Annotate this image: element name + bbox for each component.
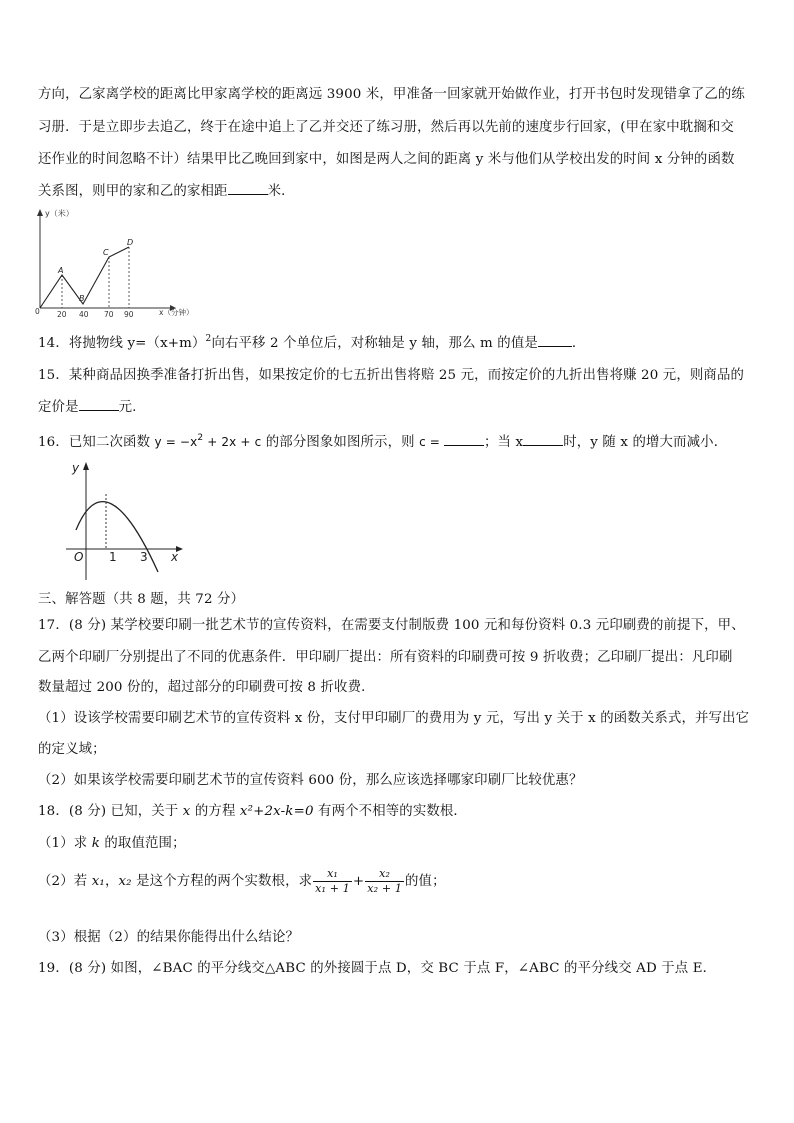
parabola-graph: [58, 458, 188, 583]
q16-text-a: 16．已知二次函数: [38, 435, 155, 450]
plus-sign: +: [352, 874, 365, 889]
q17-part1-line-2: 的定义域；: [38, 742, 106, 757]
q13-unit: 米．: [267, 184, 295, 199]
var-x: x: [182, 804, 191, 819]
q16-c-eq: c =: [419, 435, 444, 449]
q19-line-1: 19．(8 分) 如图，∠BAC 的平分线交△ABC 的外接圆于点 D，交 BC 于点 F，∠ABC 的平分线交 AD 于点 E．: [38, 961, 717, 976]
distance-time-graph: [28, 204, 218, 319]
q16-line: [38, 431, 727, 450]
answer-blank[interactable]: [228, 182, 268, 195]
q16-text-d: 时，y 随 x 的增大而减小．: [563, 435, 728, 450]
q14-text-b: 向右平移 2 个单位后，对称轴是 y 轴，那么 m 的值是: [211, 336, 538, 351]
fraction-1: $\frac{\text{x₁}}{\text{x₁ + 1}}$: [315, 867, 350, 895]
section-heading: 三、解答题（共 8 题，共 72 分）: [38, 592, 245, 607]
answer-blank-x[interactable]: [523, 433, 563, 446]
q13-line-2: 习册．于是立即步去追乙，终于在途中追上了乙并交还了练习册，然后再以先前的速度步行回家，(甲在家中耽搁和交: [38, 120, 734, 135]
x-axis-label: x（分钟）: [159, 308, 194, 317]
equation: x²+2x-k=0: [239, 804, 314, 819]
q13-line-3: 还作业的时间忽略不计）结果甲比乙晚回到家中，如图是两人之间的距离 y 米与他们从学校出发的时间 x 分钟的函数: [38, 152, 735, 167]
answer-blank[interactable]: [538, 334, 572, 347]
x-tick-20: 20: [57, 310, 67, 319]
q16-formula: $y = -x^2 + 2x + c$: [154, 433, 262, 449]
fraction-2: $\frac{\text{x₂}}{\text{x₂ + 1}}$: [367, 867, 402, 895]
q13-line-4: [38, 180, 295, 199]
q13-prompt: 关系图，则甲的家和乙的家相距: [38, 184, 228, 199]
q18-part2: （2）若 x₁，x₂ 是这个方程的两个实数根，求 $\frac{\text{x₁}}{\text{x₁ + 1}}$ + $\frac{\text{x₂}}{\text{x₂ + 1}}$ 的值；: [38, 867, 446, 895]
distance-line: [40, 247, 129, 308]
y-axis-arrow: [83, 462, 89, 470]
q17-part1-line-1: （1）设该学校需要印刷艺术节的宣传资料 x 份，支付甲印刷厂的费用为 y 元，写出 y 关于 x 的函数关系式，并写出它: [38, 711, 750, 726]
answer-blank-c[interactable]: [444, 433, 484, 446]
point-b-label: B: [79, 294, 85, 303]
tick-3-label: 3: [140, 550, 148, 564]
q14-line: [38, 332, 585, 351]
point-a-label: A: [58, 266, 64, 275]
q17-line-1: 17．(8 分) 某学校要印刷一批艺术节的宣传资料，在需要支付制版费 100 元和每份资料 0.3 元印刷费的前提下，甲、: [38, 618, 745, 633]
q13-line-1: 方向，乙家离学校的距离比甲家离学校的距离远 3900 米，甲准备一回家就开始做作业，打开书包时发现错拿了乙的练: [38, 87, 745, 102]
y-axis-label: y: [72, 461, 80, 475]
q15-unit: 元.: [118, 400, 137, 415]
q17-line-3: 数量超过 200 份的，超过部分的印刷费可按 8 折收费．: [38, 680, 375, 695]
origin-label: 0: [35, 307, 40, 316]
answer-blank[interactable]: [79, 398, 119, 411]
point-c-label: C: [103, 248, 109, 257]
q16-text-b: 的部分图象如图所示，则: [261, 435, 420, 450]
y-axis-arrow: [37, 209, 43, 216]
q18-line-1: 18．(8 分) 已知，关于 x 的方程 x²+2x-k=0 有两个不相等的实数根．: [38, 804, 467, 819]
y-axis-label: y（米）: [45, 209, 74, 218]
var-x2: x₂: [118, 874, 132, 889]
q18-part3: （3）根据（2）的结果你能得出什么结论？: [38, 930, 300, 945]
q14-text-a: 14．将抛物线 y=（x+m）: [38, 336, 206, 351]
origin-label: O: [74, 550, 84, 564]
tick-1-label: 1: [109, 550, 117, 564]
q14-text-c: ．: [571, 336, 586, 351]
x-tick-70: 70: [104, 310, 114, 319]
point-d-label: D: [127, 238, 134, 247]
q15-line-2: [38, 396, 137, 415]
q15-prompt: 定价是: [38, 400, 79, 415]
q15-line-1: 15．某种商品因换季准备打折出售，如果按定价的七五折出售将赔 25 元，而按定价的九折出售将赚 20 元，则商品的: [38, 368, 745, 383]
x-axis-label: x: [171, 550, 179, 564]
q14-exponent: 2: [205, 334, 212, 344]
q17-part2: （2）如果该学校需要印刷艺术节的宣传资料 600 份，那么应该选择哪家印刷厂比较优惠？: [38, 773, 583, 788]
var-k: k: [91, 836, 100, 851]
q17-line-2: 乙两个印刷厂分别提出了不同的优惠条件．甲印刷厂提出：所有资料的印刷费可按 9 折收费；乙印刷厂提出：凡印刷: [38, 650, 733, 665]
q16-text-c: ；当 x: [483, 435, 524, 450]
q18-part1: （1）求 k 的取值范围；: [38, 836, 186, 851]
x-tick-40: 40: [79, 310, 89, 319]
var-x1: x₁: [91, 874, 105, 889]
x-tick-90: 90: [124, 310, 134, 319]
